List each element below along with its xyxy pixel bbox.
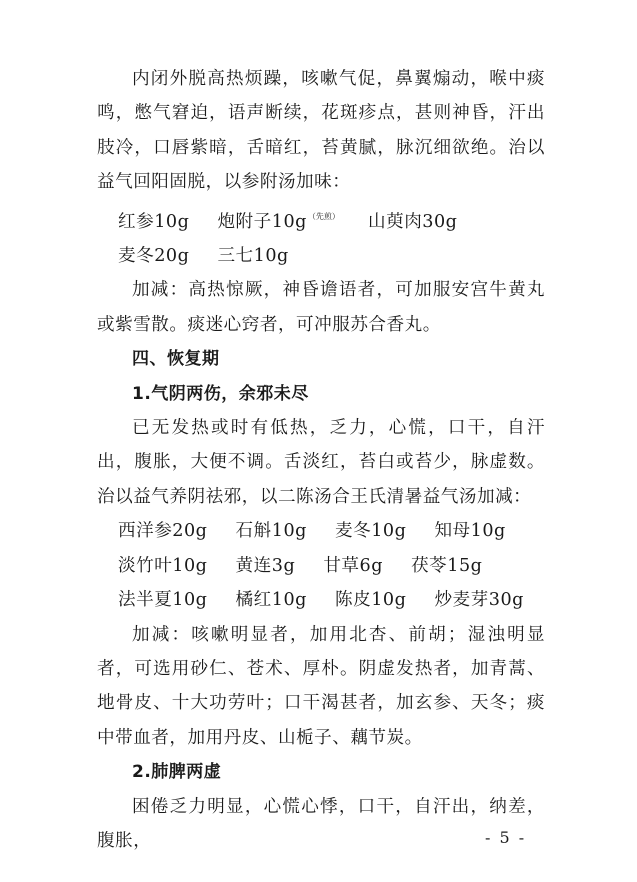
herb-name: 橘红 xyxy=(235,590,272,611)
herb-item xyxy=(368,205,457,239)
herb-dose: 30g xyxy=(422,211,458,232)
herb-item xyxy=(411,549,482,583)
prescription-line xyxy=(97,549,545,583)
herb-name: 麦冬 xyxy=(118,246,155,267)
herb-note: （先煎） xyxy=(307,211,340,221)
herb-item xyxy=(335,514,406,548)
prescription-line xyxy=(97,200,545,239)
herb-dose: 20g xyxy=(172,521,208,542)
herb-dose: 20g xyxy=(154,246,190,267)
subsection-heading: 1.气阴两伤，余邪未尽 xyxy=(132,383,309,404)
herb-name: 山萸肉 xyxy=(368,211,423,232)
herb-name: 茯苓 xyxy=(411,555,448,576)
herb-item xyxy=(236,583,307,617)
herb-name: 黄连 xyxy=(235,555,272,576)
herb-name: 炮附子 xyxy=(217,211,272,232)
herb-dose: 3g xyxy=(271,555,296,576)
herb-item xyxy=(118,514,207,548)
paragraph-inner-block-outer-collapse: 内闭外脱高热烦躁，咳嗽气促，鼻翼煽动，喉中痰鸣，憋气窘迫，语声断续，花斑疹点，甚则神昏，汗出肢冷，口唇紫暗，舌暗红，苔黄腻，脉沉细欲绝。治以益气回阳固脱，以参附汤加味： xyxy=(97,69,545,193)
herb-dose: 10g xyxy=(371,521,407,542)
subsection-heading: 2.肺脾两虚 xyxy=(132,762,222,783)
herb-name: 炒麦芽 xyxy=(434,590,489,611)
herb-name: 甘草 xyxy=(323,555,360,576)
document-body xyxy=(97,62,545,858)
herb-item xyxy=(335,583,406,617)
herb-dose: 10g xyxy=(371,590,407,611)
paragraph-modifications-1: 加减：高热惊厥，神昏谵语者，可加服安宫牛黄丸或紫雪散。痰迷心窍者，可冲服苏合香丸。 xyxy=(97,280,545,335)
herb-item xyxy=(118,239,189,273)
herb-dose: 10g xyxy=(271,211,307,232)
herb-item xyxy=(434,583,523,617)
herb-dose: 10g xyxy=(172,555,208,576)
herb-name: 红参 xyxy=(118,211,155,232)
herb-item xyxy=(217,200,339,239)
herb-dose: 10g xyxy=(154,211,190,232)
herb-name: 石斛 xyxy=(235,521,272,542)
herb-item xyxy=(236,549,296,583)
herb-item xyxy=(118,549,207,583)
herb-name: 知母 xyxy=(434,521,471,542)
herb-dose: 30g xyxy=(488,590,524,611)
herb-name: 陈皮 xyxy=(335,590,372,611)
herb-dose: 10g xyxy=(253,246,289,267)
paragraph-modifications-2: 加减：咳嗽明显者，加用北杏、前胡；湿浊明显者，可选用砂仁、苍术、厚朴。阴虚发热者，加青蒿、地骨皮、十大功劳叶；口干渴甚者，加玄参、天冬；痰中带血者，加用丹皮、山栀子、藕节炭。 xyxy=(97,624,545,748)
herb-name: 三七 xyxy=(217,246,254,267)
herb-dose: 10g xyxy=(271,521,307,542)
herb-item xyxy=(236,514,307,548)
herb-name: 淡竹叶 xyxy=(118,555,173,576)
herb-item xyxy=(323,549,383,583)
herb-dose: 15g xyxy=(447,555,483,576)
herb-item xyxy=(118,205,189,239)
herb-name: 西洋参 xyxy=(118,521,173,542)
herb-item xyxy=(217,239,288,273)
paragraph-lung-spleen-deficiency: 困倦乏力明显，心慌心悸，口干，自汗出，纳差，腹胀， xyxy=(97,796,545,851)
herb-name: 法半夏 xyxy=(118,590,173,611)
herb-item xyxy=(434,514,505,548)
prescription-line xyxy=(97,239,545,273)
herb-dose: 10g xyxy=(172,590,208,611)
herb-item xyxy=(118,583,207,617)
page-number: - 5 - xyxy=(485,828,527,847)
prescription-line xyxy=(97,514,545,548)
herb-dose: 10g xyxy=(470,521,506,542)
herb-dose: 6g xyxy=(359,555,383,576)
herb-dose: 10g xyxy=(271,590,307,611)
herb-name: 麦冬 xyxy=(335,521,372,542)
paragraph-qi-yin-deficiency: 已无发热或时有低热，乏力，心慌，口干，自汗出，腹胀，大便不调。舌淡红，苔白或苔少，脉虚数。治以益气养阴祛邪，以二陈汤合王氏清暑益气汤加减： xyxy=(97,418,545,507)
section-heading: 四、恢复期 xyxy=(132,349,220,370)
prescription-line xyxy=(97,583,545,617)
